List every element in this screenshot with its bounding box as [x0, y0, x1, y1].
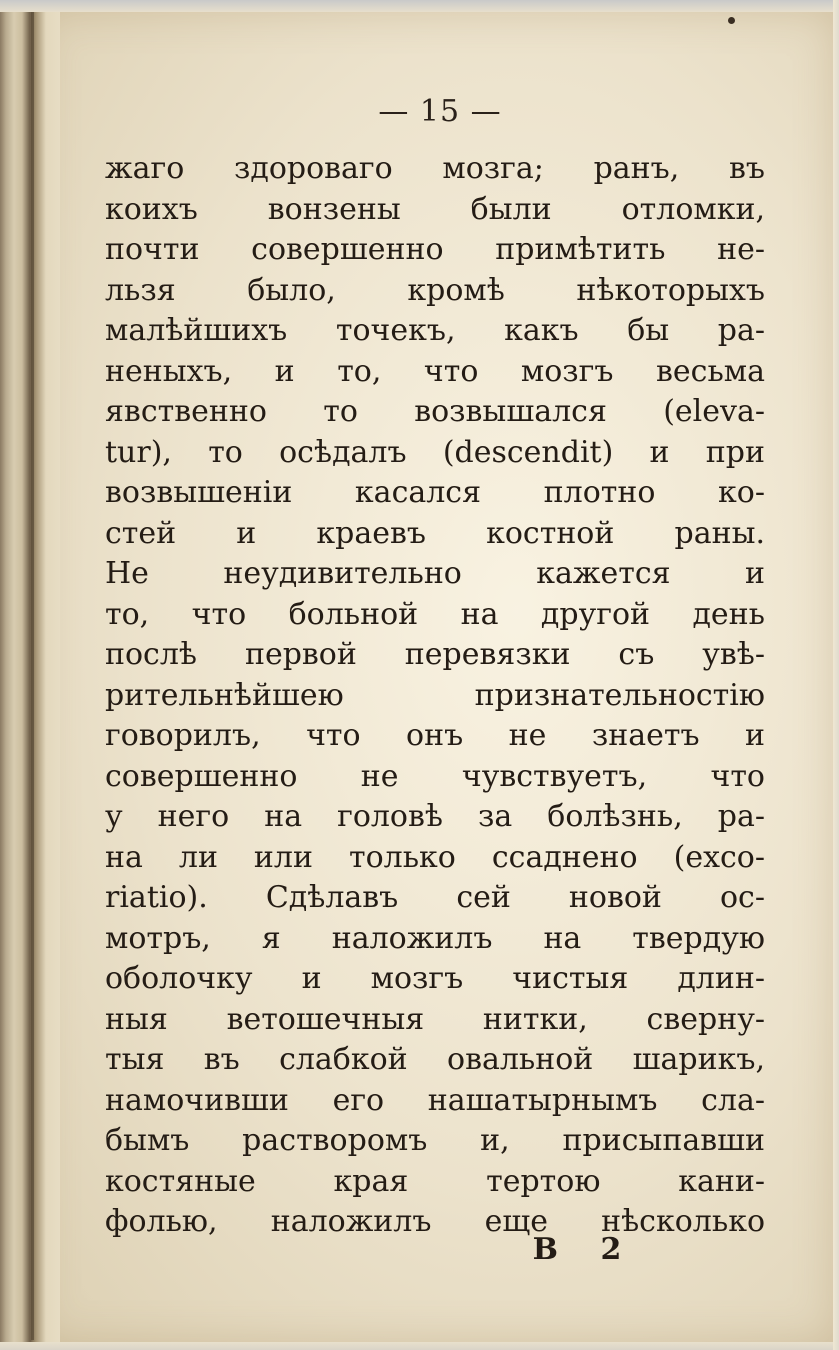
text-line: Не неудивительно кажется и: [105, 556, 765, 591]
text-line: рительнѣйшею признательностію: [105, 677, 765, 713]
right-scan-edge: [833, 0, 839, 1350]
gutter-fold-line: [31, 10, 34, 1340]
text-line: явственно то возвышался (eleva-: [105, 394, 765, 429]
text-line: tur), то осѣдалъ (descendit) и при: [105, 434, 765, 470]
text-line: почти совершенно примѣтить не-: [105, 232, 765, 267]
page-number-header: — 15 —: [378, 94, 502, 129]
text-line: тыя въ слабкой овальной шарикъ,: [105, 1042, 765, 1077]
text-line: оболочку и мозгъ чистыя длин-: [105, 961, 765, 996]
text-line: у него на головѣ за болѣзнь, ра-: [105, 799, 765, 834]
text-line: riatio). Сдѣлавъ сей новой ос-: [105, 880, 765, 915]
text-line: намочивши его нашатырнымъ сла-: [105, 1082, 765, 1118]
text-line: стей и краевъ костной раны.: [105, 515, 765, 551]
text-line: бымъ растворомъ и, присыпавши: [105, 1123, 765, 1158]
text-line: малѣйшихъ точекъ, какъ бы ра-: [105, 313, 765, 348]
ink-speck: [728, 17, 735, 24]
text-line: льзя было, кромѣ нѣкоторыхъ: [105, 272, 765, 308]
body-text: [105, 149, 765, 1243]
text-line: неныхъ, и то, что мозгъ весьма: [105, 353, 765, 389]
text-line: то, что больной на другой день: [105, 596, 765, 632]
text-line: костяные края тертою кани-: [105, 1163, 765, 1199]
text-line: ныя ветошечныя нитки, сверну-: [105, 1001, 765, 1037]
text-line: на ли или только ссаднено (exco-: [105, 839, 765, 875]
signature-mark: В 2: [532, 1232, 638, 1267]
text-line: коихъ вонзены были отломки,: [105, 191, 765, 227]
bottom-scan-edge: [0, 1342, 839, 1350]
text-line: фолью, наложилъ еще нѣсколько: [105, 1204, 765, 1239]
text-line: жаго здороваго мозга; ранъ, въ: [105, 151, 765, 186]
text-line: возвышеніи касался плотно ко-: [105, 475, 765, 510]
text-line: мотръ, я наложилъ на твердую: [105, 920, 765, 956]
text-line: совершенно не чувствуетъ, что: [105, 758, 765, 794]
text-line: послѣ первой перевязки съ увѣ-: [105, 637, 765, 672]
text-line: говорилъ, что онъ не знаетъ и: [105, 718, 765, 753]
top-scan-edge: [0, 0, 839, 12]
book-gutter: [0, 0, 60, 1350]
